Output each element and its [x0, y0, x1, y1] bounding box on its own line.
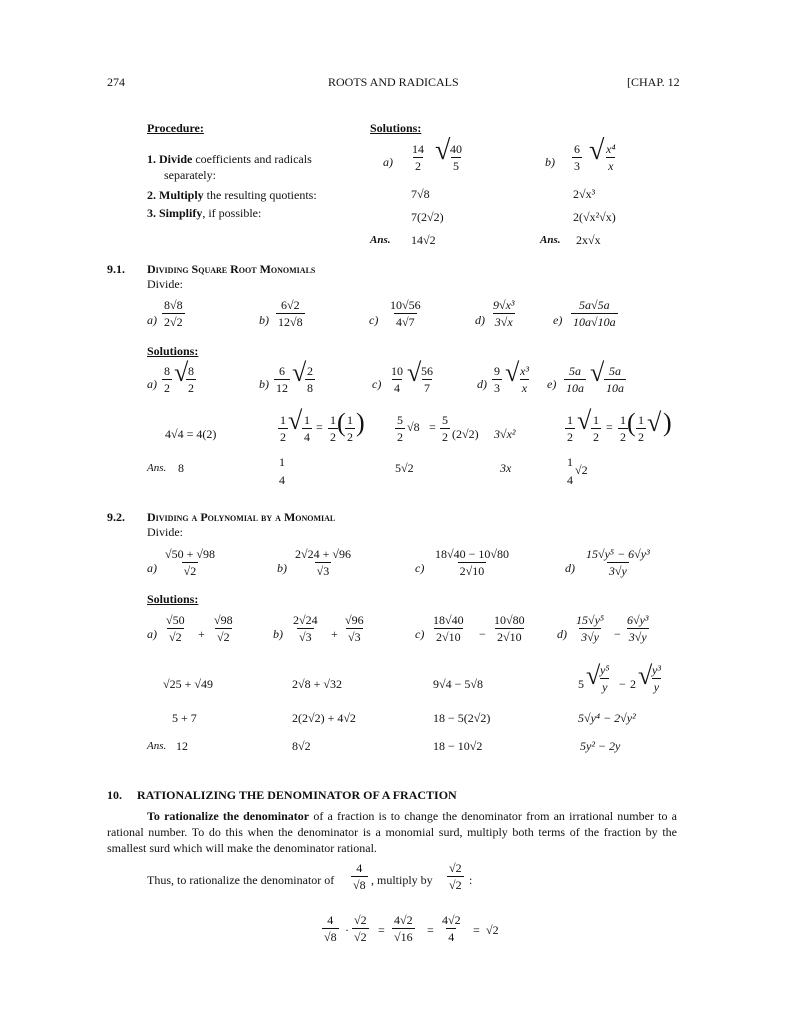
- fraction: [574, 614, 606, 643]
- divide-label: Divide:: [147, 525, 183, 539]
- numerator: 8: [188, 364, 194, 378]
- answer: 18 − 10√2: [433, 739, 483, 753]
- radicand-fraction: [650, 664, 663, 693]
- numerator: 10√56: [390, 298, 421, 312]
- step-number: 3.: [147, 206, 156, 220]
- denominator: √2: [169, 630, 182, 644]
- numerator: 6√2: [281, 298, 300, 312]
- solution-label: e): [547, 377, 557, 391]
- fraction: [572, 143, 582, 172]
- fraction: [447, 862, 464, 891]
- denominator: 2: [188, 381, 194, 395]
- equals: =: [316, 420, 323, 434]
- denominator: 10a: [566, 381, 584, 395]
- fraction: [492, 614, 527, 643]
- denominator: 2: [620, 430, 626, 444]
- answer: 8√2: [292, 739, 311, 753]
- problem-fraction: [491, 299, 517, 328]
- operator: −: [619, 677, 626, 691]
- problem-label: b): [259, 313, 269, 327]
- denominator: 2: [347, 430, 353, 444]
- denominator: 5: [453, 159, 459, 173]
- equals: =: [427, 923, 434, 937]
- numerator: 5a: [609, 364, 621, 378]
- radicand-fraction: [598, 664, 612, 693]
- operator: +: [198, 627, 205, 641]
- right-paren: ): [663, 408, 672, 437]
- page-number: 274: [107, 75, 125, 89]
- denominator: 12√8: [278, 315, 303, 329]
- fraction: [440, 414, 450, 443]
- fraction: [345, 414, 355, 443]
- denominator: √2: [217, 630, 230, 644]
- numerator: x⁴: [606, 142, 616, 156]
- denominator: √16: [394, 930, 413, 944]
- denominator: 12: [276, 381, 288, 395]
- problem-label: c): [369, 313, 379, 327]
- denominator: 2: [415, 159, 421, 173]
- problem-fraction: [162, 299, 185, 328]
- left-paren: (: [337, 408, 346, 437]
- denominator: 2: [638, 430, 644, 444]
- radical-sign: √: [577, 406, 592, 435]
- fraction: [291, 614, 320, 643]
- answer: 5√2: [395, 461, 414, 475]
- numerator: 56: [421, 364, 433, 378]
- radical: √8: [407, 420, 420, 434]
- answer: 5y² − 2y: [580, 739, 621, 753]
- radical-sign: √: [505, 358, 520, 387]
- numerator: 1: [347, 413, 353, 427]
- fraction: [278, 414, 288, 443]
- numerator: 10: [391, 364, 403, 378]
- numerator: 5a√5a: [579, 298, 610, 312]
- numerator: 1: [567, 413, 573, 427]
- dot: ·: [345, 923, 349, 937]
- problem-label: e): [553, 313, 563, 327]
- fraction: [164, 614, 187, 643]
- solution-step: 5 + 7: [172, 711, 197, 725]
- solution-step: 2(2√2) + 4√2: [292, 711, 356, 725]
- numerator: 8√8: [164, 298, 183, 312]
- fraction: [565, 414, 575, 443]
- equals: =: [473, 923, 480, 937]
- solutions-heading: Solutions:: [147, 344, 199, 358]
- answer-radical: √2: [575, 463, 588, 477]
- denominator: 2: [567, 430, 573, 444]
- chapter-label: [CHAP. 12: [627, 75, 680, 89]
- problem-fraction: [388, 299, 423, 328]
- denominator: 2: [330, 430, 336, 444]
- numerator: 15√y⁵ − 6√y³: [586, 547, 650, 561]
- coef-fraction: [162, 365, 172, 394]
- radical-sign: √: [435, 135, 451, 166]
- problem-label: d): [565, 561, 575, 575]
- numerator: x³: [520, 364, 529, 378]
- label-b: b): [545, 155, 555, 169]
- numerator: 5a: [569, 364, 581, 378]
- fraction-under-radical: [604, 143, 618, 172]
- solution-step: 9√4 − 5√8: [433, 677, 483, 691]
- running-title: ROOTS AND RADICALS: [328, 75, 459, 89]
- ans-label: Ans.: [147, 740, 167, 752]
- procedure-step-1: [147, 153, 312, 165]
- numerator: 1: [638, 413, 644, 427]
- fraction: [440, 914, 463, 943]
- numerator: y³: [652, 663, 661, 677]
- solution-label: c): [372, 377, 382, 391]
- step-keyword: Simplify: [159, 206, 203, 220]
- procedure-step-1-cont: separately:: [164, 168, 216, 182]
- numerator: 8: [164, 364, 170, 378]
- answer-numerator: 1: [279, 455, 285, 469]
- numerator: 1: [330, 413, 336, 427]
- procedure-step-2: [147, 189, 317, 201]
- radical-sign: √: [174, 358, 189, 387]
- answer-a: 14√2: [411, 233, 436, 247]
- radical-sign: √: [589, 135, 605, 166]
- problem-label: a): [147, 561, 157, 575]
- problem-fraction: [433, 548, 511, 577]
- step-text: the resulting quotients:: [203, 188, 317, 202]
- section-title: RATIONALIZING THE DENOMINATOR OF A FRACTION: [137, 788, 457, 802]
- numerator: 14: [412, 142, 424, 156]
- ans-label: Ans.: [540, 234, 561, 246]
- answer-numerator: 1: [567, 455, 573, 469]
- denominator: 4: [304, 430, 310, 444]
- step-text: , if possible:: [202, 206, 262, 220]
- fraction: [410, 143, 426, 172]
- denominator: √3: [348, 630, 361, 644]
- problem-fraction: [571, 299, 618, 328]
- denominator: 3√y: [628, 630, 647, 644]
- problem-label: a): [147, 313, 157, 327]
- numerator: 9√x³: [493, 298, 515, 312]
- coef-fraction: [389, 365, 405, 394]
- numerator: 4: [327, 913, 334, 927]
- denominator: 8: [307, 381, 313, 395]
- numerator: 4√2: [442, 913, 461, 927]
- solution-step: 18 − 5(2√2): [433, 711, 491, 725]
- numerator: 1: [593, 413, 599, 427]
- denominator: 2√2: [164, 315, 183, 329]
- step-text: coefficients and radicals: [192, 152, 312, 166]
- operator: −: [614, 627, 621, 641]
- denominator: 4√7: [396, 315, 415, 329]
- numerator: 5: [442, 413, 448, 427]
- radical-sign: √: [586, 661, 601, 690]
- denominator: x: [608, 159, 614, 173]
- solutions-heading: Solutions:: [147, 592, 199, 606]
- numerator: 9: [494, 364, 500, 378]
- equals: =: [378, 923, 385, 937]
- fraction: [343, 614, 366, 643]
- problem-fraction: [163, 548, 217, 577]
- denominator: 10a√10a: [573, 315, 616, 329]
- numerator: √98: [214, 613, 233, 627]
- radical-sign: √: [288, 406, 303, 435]
- numerator: 2: [307, 364, 313, 378]
- denominator: √2: [183, 564, 197, 578]
- coefficient: 2: [630, 677, 636, 691]
- denominator: 4: [394, 381, 400, 395]
- section-title: Dividing a Polynomial by a Monomial: [147, 510, 336, 524]
- denominator: x: [521, 381, 528, 395]
- numerator: 6: [279, 364, 285, 378]
- paragraph: [107, 808, 677, 856]
- numerator: 1: [304, 413, 310, 427]
- divide-label: Divide:: [147, 277, 183, 291]
- denominator: y: [653, 680, 660, 694]
- step-b2: 2√x³: [573, 187, 596, 201]
- fraction-under-radical: [448, 143, 464, 172]
- solution-label: d): [477, 377, 487, 391]
- solution-step: 3√x²: [494, 427, 516, 441]
- fraction: [591, 414, 601, 443]
- answer-denominator: 4: [279, 473, 285, 487]
- answer-denominator: 4: [567, 473, 573, 487]
- radicand-fraction: [186, 365, 196, 394]
- answer-b: 2x√x: [576, 233, 601, 247]
- radicand-fraction: [419, 365, 435, 394]
- numerator: √2: [354, 913, 367, 927]
- operator: +: [331, 627, 338, 641]
- radical-sign: √: [638, 661, 653, 690]
- numerator: y⁵: [600, 663, 610, 677]
- denominator: 2: [397, 430, 403, 444]
- radical-sign: √: [407, 358, 422, 387]
- numerator: 40: [450, 142, 462, 156]
- section-title: Dividing Square Root Monomials: [147, 262, 316, 276]
- solution-label: b): [273, 627, 283, 641]
- ans-label: Ans.: [370, 234, 391, 246]
- numerator: 18√40: [433, 613, 464, 627]
- fraction: [302, 414, 312, 443]
- paragraph-body: of a fraction is to change the denominator from an irrational number to a rational number. To do this when the denominator is a monomial surd, multiply both terms of the fraction by the smallest surd which will make the denominator rational.: [107, 809, 677, 855]
- radicand-fraction: [305, 365, 315, 394]
- equals: =: [429, 420, 436, 434]
- solution-step: √25 + √49: [163, 677, 213, 691]
- numerator: √50: [166, 613, 185, 627]
- step-keyword: Divide: [159, 152, 193, 166]
- step-b3: 2(√x²√x): [573, 210, 616, 224]
- problem-fraction: [276, 299, 305, 328]
- numerator: 6√y³: [627, 613, 649, 627]
- problem-fraction: [584, 548, 652, 577]
- equals: =: [606, 420, 613, 434]
- answer: 3x: [500, 461, 512, 475]
- denominator: 3√x: [494, 315, 513, 329]
- numerator: √2: [449, 861, 462, 875]
- numerator: 1: [620, 413, 626, 427]
- numerator: 4: [356, 861, 363, 875]
- result: √2: [486, 923, 499, 937]
- denominator: √8: [353, 878, 366, 892]
- solution-step: 5√y⁴ − 2√y²: [578, 711, 636, 725]
- fraction: [322, 914, 339, 943]
- denominator: 2: [442, 430, 448, 444]
- multiply-text: , multiply by: [371, 873, 433, 887]
- denominator: 2: [593, 430, 599, 444]
- step-number: 1.: [147, 152, 156, 166]
- numerator: 4√2: [394, 913, 413, 927]
- coef-fraction: [492, 365, 502, 394]
- section-number: 9.2.: [107, 510, 125, 524]
- solution-label: a): [147, 377, 157, 391]
- denominator: √3: [299, 630, 312, 644]
- answer: 8: [178, 461, 184, 475]
- denominator: √2: [354, 930, 367, 944]
- radicand-fraction: [518, 365, 531, 394]
- problem-label: b): [277, 561, 287, 575]
- step-a2: 7√8: [411, 187, 430, 201]
- numerator: 18√40 − 10√80: [435, 547, 509, 561]
- denominator: 2: [280, 430, 286, 444]
- fraction: [625, 614, 651, 643]
- fraction: [636, 414, 646, 443]
- denominator: 10a: [606, 381, 624, 395]
- solutions-heading: Solutions:: [370, 121, 422, 135]
- denominator: √2: [449, 878, 462, 892]
- label-a: a): [383, 155, 393, 169]
- fraction: [431, 614, 466, 643]
- fraction: [395, 414, 405, 443]
- problem-fraction: [293, 548, 353, 577]
- factor: (2√2): [452, 427, 479, 441]
- numerator: √96: [345, 613, 364, 627]
- solution-label: a): [147, 627, 157, 641]
- fraction: [392, 914, 415, 943]
- section-number: 9.1.: [107, 262, 125, 276]
- numerator: 1: [280, 413, 286, 427]
- numerator: 10√80: [494, 613, 525, 627]
- step-keyword: Multiply: [159, 188, 204, 202]
- radical-sign: √: [292, 358, 307, 387]
- denominator: 2√10: [436, 630, 461, 644]
- paragraph-lead: To rationalize the denominator: [147, 809, 310, 823]
- radicand-fraction: [604, 365, 626, 394]
- thus-text: Thus, to rationalize the denominator of: [147, 873, 335, 887]
- section-number: 10.: [107, 788, 122, 802]
- numerator: 5: [397, 413, 403, 427]
- operator: −: [479, 627, 486, 641]
- fraction: [351, 862, 368, 891]
- denominator: 2√10: [459, 564, 485, 578]
- coef-fraction: [564, 365, 586, 394]
- denominator: 3√y: [581, 630, 599, 644]
- solution-step: 4√4 = 4(2): [165, 427, 217, 441]
- right-paren: ): [356, 408, 365, 437]
- denominator: 3: [574, 159, 580, 173]
- denominator: y: [602, 680, 608, 694]
- problem-label: d): [475, 313, 485, 327]
- numerator: 6: [574, 142, 580, 156]
- procedure-heading: Procedure:: [147, 121, 204, 135]
- numerator: 15√y⁵: [576, 613, 605, 627]
- numerator: 2√24 + √96: [295, 547, 351, 561]
- denominator: 3√y: [608, 564, 627, 578]
- denominator: √8: [324, 930, 337, 944]
- numerator: √50 + √98: [165, 547, 215, 561]
- ans-label: Ans.: [147, 462, 167, 474]
- solution-step: 2√8 + √32: [292, 677, 342, 691]
- procedure-step-3: [147, 207, 261, 219]
- problem-label: c): [415, 561, 425, 575]
- denominator: 7: [424, 381, 430, 395]
- numerator: 2√24: [293, 613, 318, 627]
- denominator: 3: [494, 381, 500, 395]
- radical-sign: √: [647, 408, 662, 437]
- colon: :: [469, 873, 473, 887]
- step-number: 2.: [147, 188, 156, 202]
- solution-label: b): [259, 377, 269, 391]
- solution-label: c): [415, 627, 425, 641]
- fraction: [352, 914, 369, 943]
- coef-fraction: [274, 365, 290, 394]
- radical-sign: √: [590, 358, 605, 387]
- solution-label: d): [557, 627, 567, 641]
- denominator: 2√10: [497, 630, 522, 644]
- left-paren: (: [627, 408, 636, 437]
- answer: 12: [176, 739, 188, 753]
- step-a3: 7(2√2): [411, 210, 444, 224]
- coefficient: 5: [578, 677, 584, 691]
- denominator: 2: [164, 381, 170, 395]
- fraction: [212, 614, 235, 643]
- denominator: √3: [316, 564, 330, 578]
- denominator: 4: [448, 930, 455, 944]
